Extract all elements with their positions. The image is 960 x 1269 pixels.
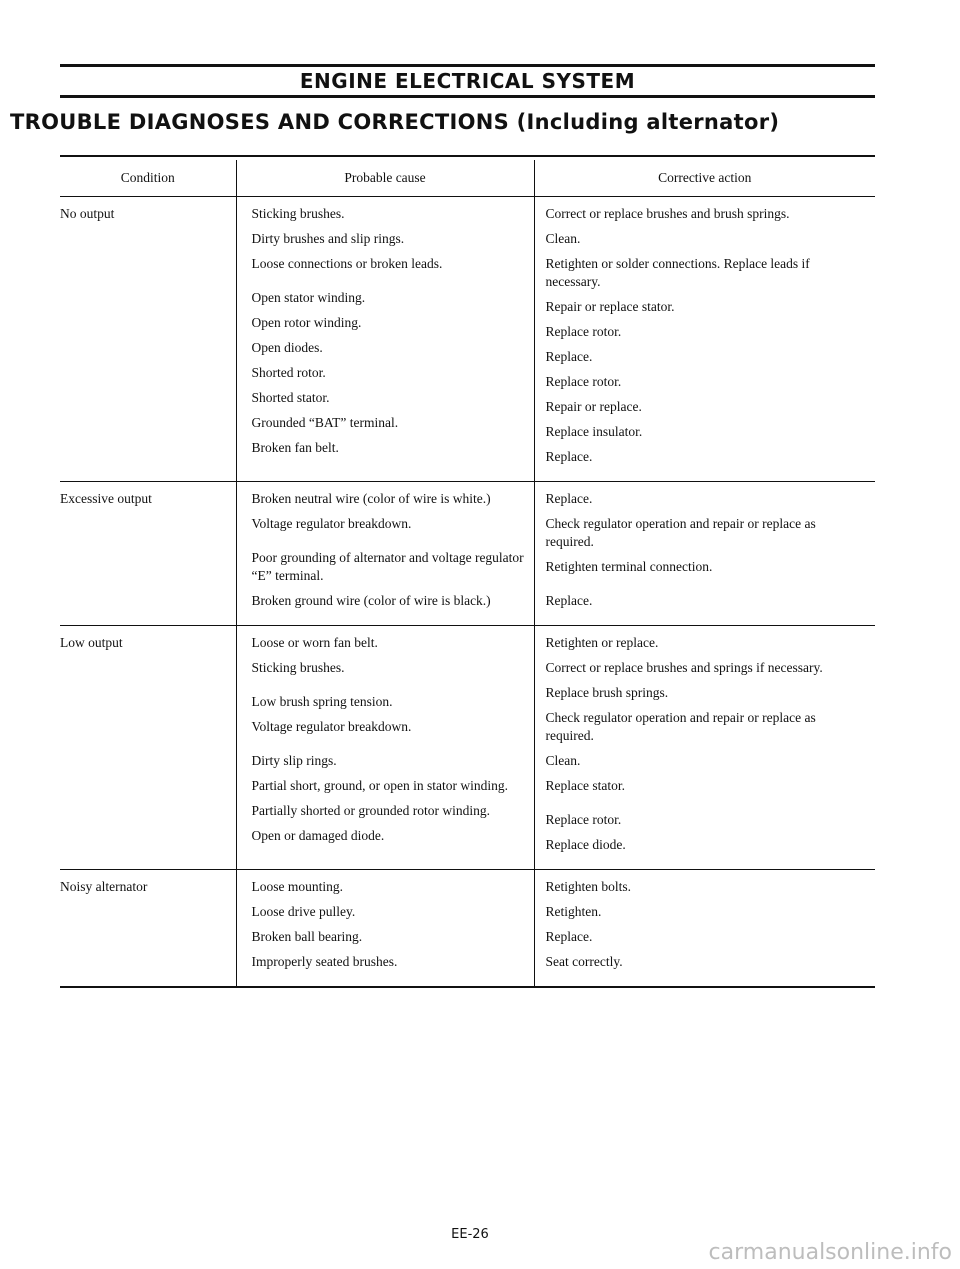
- group-excessive-output: [60, 482, 875, 626]
- condition-label: Noisy alternator: [60, 879, 148, 894]
- column-header-condition: Condition: [60, 160, 236, 197]
- cause-item: Dirty brushes and slip rings.: [251, 231, 405, 246]
- column-header-action: Corrective action: [534, 160, 875, 197]
- action-item: Replace.: [545, 929, 593, 944]
- cause-item: Sticking brushes.: [251, 206, 345, 221]
- cause-item: Open rotor winding.: [251, 315, 362, 330]
- action-item: Replace.: [545, 593, 593, 608]
- cause-item: Broken ball bearing.: [251, 929, 363, 944]
- action-item: Retighten terminal connection.: [545, 559, 713, 574]
- action-item: Repair or replace.: [545, 399, 642, 414]
- action-item: Replace diode.: [545, 837, 626, 852]
- watermark: carmanualsonline.info: [708, 1240, 952, 1265]
- action-item: Replace brush springs.: [545, 685, 669, 700]
- action-item: Retighten or solder connections. Replace leads if necessary.: [545, 256, 810, 289]
- action-item: Replace.: [545, 491, 593, 506]
- cause-item: Shorted stator.: [251, 390, 330, 405]
- action-item: Correct or replace brushes and brush springs.: [545, 206, 790, 221]
- cause-item: Sticking brushes.: [251, 660, 345, 675]
- action-item: Retighten bolts.: [545, 879, 631, 894]
- group-no-output: [60, 197, 875, 482]
- table-row: [60, 482, 875, 626]
- action-item: Repair or replace stator.: [545, 299, 675, 314]
- condition-label: Low output: [60, 635, 123, 650]
- table-row: [60, 870, 875, 988]
- cause-item: Voltage regulator breakdown.: [251, 516, 412, 531]
- group-low-output: [60, 626, 875, 870]
- table-row: [60, 197, 875, 482]
- action-item: Clean.: [545, 753, 581, 768]
- group-noisy-alternator: [60, 870, 875, 988]
- action-item: Replace rotor.: [545, 374, 622, 389]
- cause-item: Improperly seated brushes.: [251, 954, 398, 969]
- action-item: Replace.: [545, 449, 593, 464]
- action-item: Replace.: [545, 349, 593, 364]
- cause-item: Partial short, ground, or open in stator winding.: [251, 778, 508, 793]
- cause-item: Poor grounding of alternator and voltage regulator “E” terminal.: [251, 550, 524, 583]
- cause-item: Broken ground wire (color of wire is black.): [251, 593, 491, 608]
- condition-label: No output: [60, 206, 115, 221]
- cause-item: Loose drive pulley.: [251, 904, 356, 919]
- action-item: Replace rotor.: [545, 324, 622, 339]
- cause-item: Low brush spring tension.: [251, 694, 393, 709]
- condition-label: Excessive output: [60, 491, 152, 506]
- cause-item: Open or damaged diode.: [251, 828, 385, 843]
- cause-item: Broken fan belt.: [251, 440, 339, 455]
- cause-item: Shorted rotor.: [251, 365, 326, 380]
- action-item: Replace stator.: [545, 778, 625, 793]
- table-header-row: [60, 160, 875, 197]
- cause-item: Partially shorted or grounded rotor winding.: [251, 803, 490, 818]
- action-item: Retighten or replace.: [545, 635, 659, 650]
- section-title: TROUBLE DIAGNOSES AND CORRECTIONS (Including alternator): [10, 110, 780, 134]
- action-item: Seat correctly.: [545, 954, 623, 969]
- action-item: Check regulator operation and repair or replace as required.: [545, 710, 816, 743]
- table-row: [60, 626, 875, 870]
- page-number: EE-26: [451, 1227, 489, 1242]
- diagnosis-table: [60, 160, 875, 988]
- column-header-cause: Probable cause: [236, 160, 534, 197]
- cause-item: Loose mounting.: [251, 879, 343, 894]
- chapter-title: ENGINE ELECTRICAL SYSTEM: [299, 69, 636, 93]
- page-header: [60, 64, 875, 98]
- action-item: Replace rotor.: [545, 812, 622, 827]
- action-item: Check regulator operation and repair or replace as required.: [545, 516, 816, 549]
- action-item: Retighten.: [545, 904, 602, 919]
- cause-item: Dirty slip rings.: [251, 753, 337, 768]
- cause-item: Open stator winding.: [251, 290, 366, 305]
- cause-item: Loose or worn fan belt.: [251, 635, 378, 650]
- cause-item: Loose connections or broken leads.: [251, 256, 443, 271]
- cause-item: Voltage regulator breakdown.: [251, 719, 412, 734]
- action-item: Clean.: [545, 231, 581, 246]
- action-item: Correct or replace brushes and springs if necessary.: [545, 660, 823, 675]
- title-rule: [60, 155, 875, 157]
- cause-item: Open diodes.: [251, 340, 323, 355]
- cause-item: Grounded “BAT” terminal.: [251, 415, 399, 430]
- cause-item: Broken neutral wire (color of wire is white.): [251, 491, 491, 506]
- action-item: Replace insulator.: [545, 424, 643, 439]
